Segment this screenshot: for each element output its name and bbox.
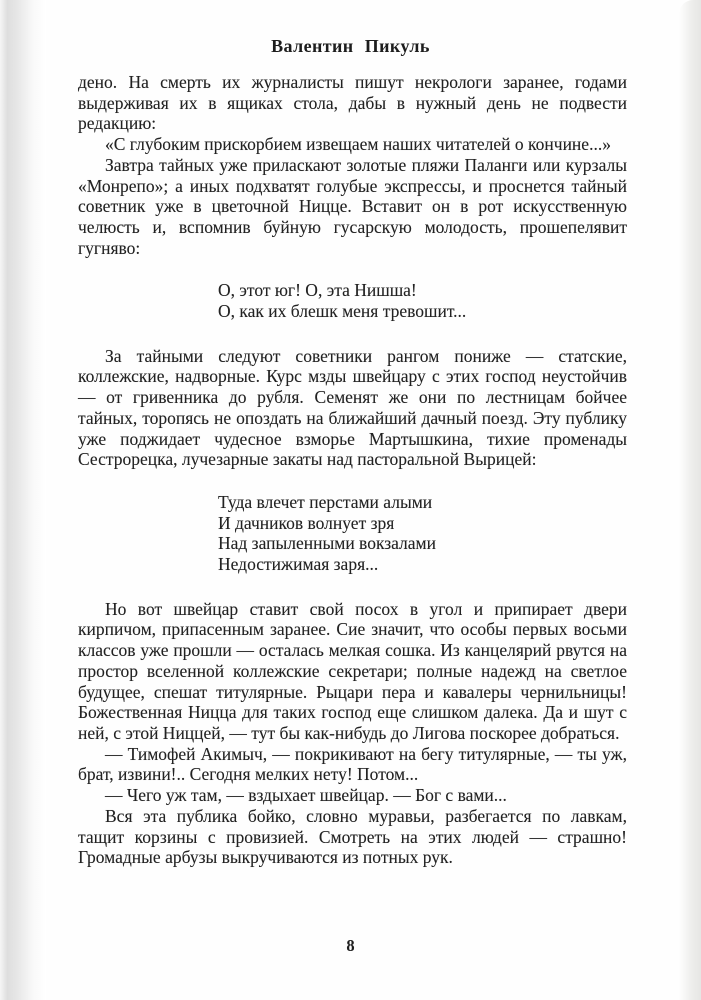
paragraph: Вся эта публика бойко, словно муравьи, разбегается по лавкам, тащит корзины с провизией. Смотреть на этих людей — страшно! Громадные арбузы выкручиваются из потных рук.: [78, 805, 627, 868]
verse-block: [218, 280, 627, 321]
verse-block: [218, 492, 627, 575]
paragraph: Но вот швейцар ставит свой посох в угол и припирает двери кирпичом, припасенным заранее. Сие значит, что особы первых восьми классов уже прошли — осталась мелкая сошка. Из канцелярий рвутся на простор вселенной коллежские секретари; полные надежд на светлое будущее, спешат титулярные. Рыцари пера и кавалеры чернильницы! Божественная Ницца для таких господ еще слишком далека. Да и шут с ней, с этой Ниццей, — тут бы как-нибудь до Лигова поскорее добраться.: [78, 598, 627, 743]
verse-line: О, этот юг! О, эта Нишша!: [218, 280, 417, 301]
paragraph: Завтра тайных уже приласкают золотые пляжи Паланги или курзалы «Монрепо»; а иных подхватят голубые экспрессы, и проснется тайный советник уже в цветочной Ницце. Вставит он в рот искусственную челюсть и, вспомнив буйную гусарскую молодость, прошепелявит гугняво:: [78, 154, 627, 258]
page-edge-shadow-left: [0, 0, 46, 1000]
paragraph: дено. На смерть их журналисты пишут некрологи заранее, годами выдерживая их в ящиках стола, дабы в нужный день не подвести редакцию:: [78, 72, 627, 134]
page-number: 8: [346, 936, 355, 955]
paragraph: — Чего уж там, — вздыхает швейцар. — Бог с вами...: [105, 785, 507, 806]
paragraph: — Тимофей Акимыч, — покрикивают на бегу титулярные, — ты уж, брат, извини!.. Сегодня мелких нету! Потом...: [78, 743, 627, 785]
verse-line: Недостижимая заря...: [218, 554, 379, 575]
paragraph: За тайными следуют советники рангом пониже — статские, коллежские, надворные. Курс мзды швейцару с этих господ неустойчив — от гривенника до рубля. Семенят же они по лестницам бойчее тайных, торопясь не опоздать на ближайший дачный поезд. Эту публику уже поджидает чудесное взморье Мартышкина, тихие променады Сестрорецка, лучезарные закаты над пасторальной Вырицей:: [78, 345, 627, 470]
verse-line: О, как их блешк меня тревошит...: [218, 301, 467, 322]
verse-line: И дачников волнует зря: [218, 512, 395, 533]
running-header: Валентин Пикуль: [271, 36, 430, 56]
page-edge-shadow-right: [679, 0, 701, 1000]
verse-line: Туда влечет перстами алыми: [218, 491, 433, 512]
text-body: [78, 72, 627, 868]
paragraph: «С глубоким прискорбием извещаем наших читателей о кончине...»: [105, 134, 611, 155]
verse-line: Над запыленными вокзалами: [218, 533, 436, 554]
